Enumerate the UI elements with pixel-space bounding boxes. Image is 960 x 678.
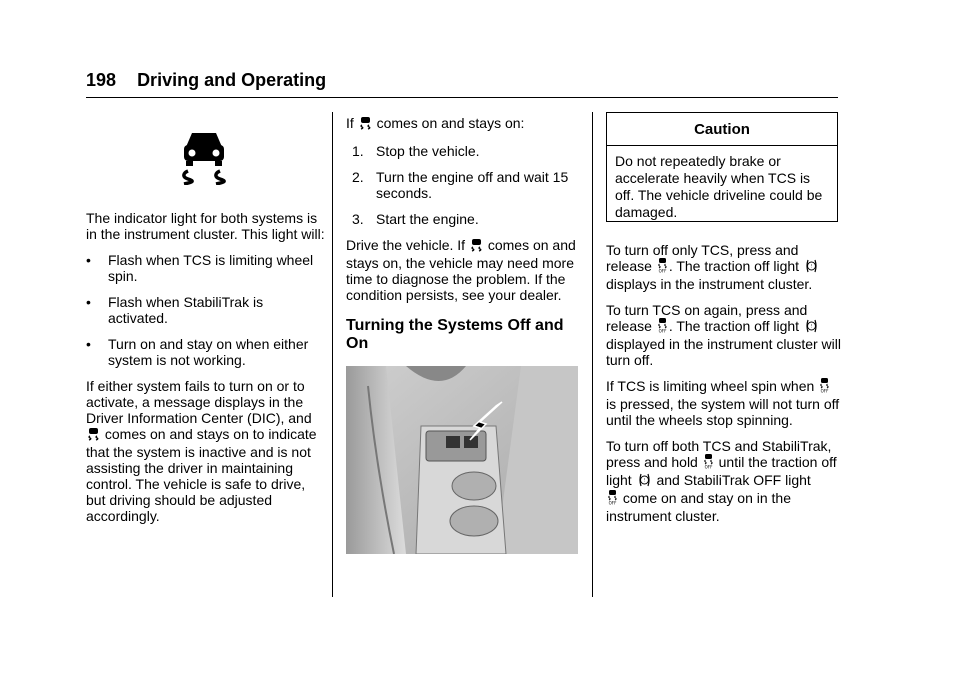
- svg-text:OFF: OFF: [820, 388, 829, 393]
- wheel-spin-paragraph: If TCS is limiting wheel spin when OFF is pressed, the system will not turn off until the wheels stop spinning.: [606, 378, 840, 428]
- section-title: Driving and Operating: [137, 70, 327, 90]
- large-traction-control-icon: [180, 131, 228, 185]
- section-heading: Turning the Systems Off and On: [346, 317, 564, 352]
- caution-box: [606, 112, 838, 222]
- step-item: 1. Stop the vehicle.: [352, 143, 480, 159]
- traction-control-icon: [88, 428, 99, 444]
- console-button-photo: [346, 366, 578, 554]
- failure-paragraph: If either system fails to turn on or to activate, a message displays in the Driver Information Center (DIC), and comes on and stays on to indicate that the system is inactive and is not assisting the driver in maintaining control. The vehicle is safe to drive, but driving should be adjusted accordingly.: [86, 378, 317, 524]
- middle-column: [346, 115, 578, 365]
- tcs-off-button-icon: [658, 318, 667, 336]
- bullet-item: • Flash when TCS is limiting wheel spin.: [86, 252, 314, 284]
- step-item: 2. Turn the engine off and wait 15 seconds.: [352, 169, 569, 201]
- tcs-off-button-icon: [608, 490, 617, 508]
- svg-text:OFF: OFF: [658, 268, 667, 273]
- turn-on-tcs-paragraph: To turn TCS on again, press and release OFF . The traction off light ! displayed in the instrument cluster will turn off.: [606, 302, 841, 368]
- svg-text:OFF: OFF: [608, 500, 617, 505]
- page-header: [86, 70, 326, 91]
- bullet-item: • Turn on and stay on when either system is not working.: [86, 336, 309, 368]
- tcs-off-button-icon: [820, 378, 829, 396]
- traction-off-light-icon: [638, 473, 651, 490]
- traction-control-icon: [471, 239, 482, 255]
- if-light-paragraph: If comes on and stays on:: [346, 115, 525, 131]
- traction-off-light-icon: [805, 319, 818, 336]
- svg-text:OFF: OFF: [704, 464, 713, 469]
- traction-off-light-icon: [805, 259, 818, 276]
- right-column: [606, 242, 841, 534]
- bullet-item: • Flash when StabiliTrak is activated.: [86, 294, 264, 326]
- svg-text:!: !: [643, 477, 645, 483]
- caution-body: Do not repeatedly brake or accelerate heavily when TCS is off. The vehicle driveline could be damaged.: [615, 153, 823, 220]
- page-number: 198: [86, 70, 117, 90]
- svg-text:OFF: OFF: [658, 328, 667, 333]
- caution-title: Caution: [607, 113, 837, 146]
- turn-off-both-paragraph: To turn off both TCS and StabiliTrak, press and hold OFF until the traction off light ! and StabiliTrak OFF light OFF come on and stay on in the instrument cluster.: [606, 438, 837, 524]
- indicator-intro: The indicator light for both systems is in the instrument cluster. This light will:: [86, 210, 325, 242]
- bullet-marker: •: [86, 336, 91, 352]
- tcs-off-button-icon: [704, 454, 713, 472]
- drive-paragraph: Drive the vehicle. If comes on and stays on, the vehicle may need more time to diagnose the problem. If the condition persists, see your dealer.: [346, 237, 576, 303]
- column-divider: [332, 112, 333, 597]
- bullet-marker: •: [86, 252, 91, 268]
- svg-text:!: !: [810, 263, 813, 269]
- svg-text:!: !: [810, 323, 813, 329]
- left-column: [86, 210, 326, 534]
- column-divider: [592, 112, 593, 597]
- turn-off-tcs-paragraph: To turn off only TCS, press and release OFF . The traction off light ! displays in the instrument cluster.: [606, 242, 841, 292]
- traction-control-icon: [360, 117, 371, 133]
- tcs-off-button-icon: [658, 258, 667, 276]
- bullet-marker: •: [86, 294, 91, 310]
- step-item: 3. Start the engine.: [352, 211, 479, 227]
- header-rule: [86, 97, 838, 98]
